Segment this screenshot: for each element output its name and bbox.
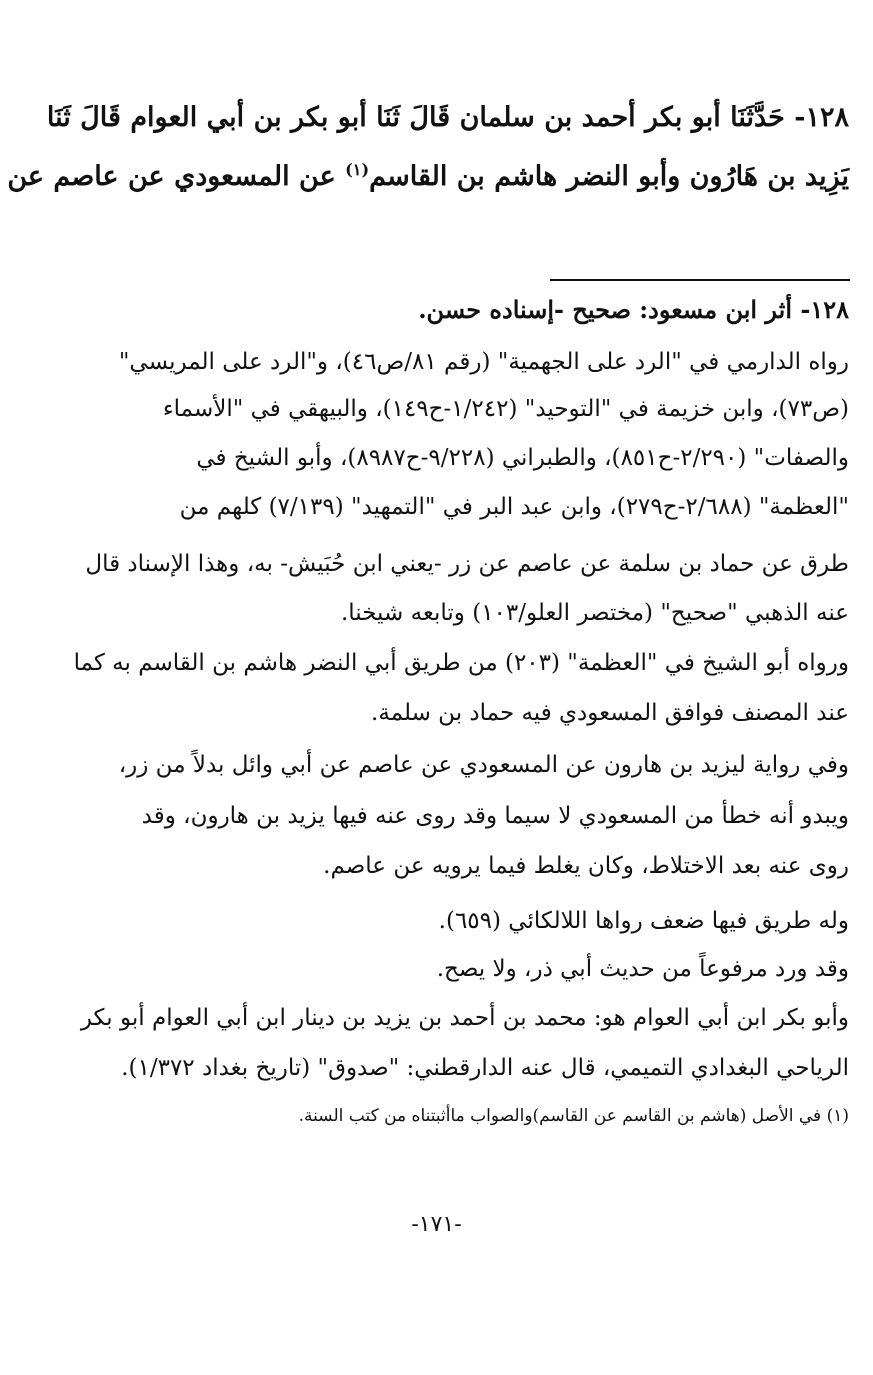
commentary-line: عند المصنف فوافق المسعودي فيه حماد بن سلمة.	[371, 700, 849, 726]
hadith-line-2	[7, 160, 849, 193]
footnote-text: (١) في الأصل (هاشم بن القاسم عن القاسم)والصواب ماأثبتناه من كتب السنة.	[298, 1106, 849, 1126]
page-number: -١٧١-	[411, 1212, 462, 1237]
commentary-line: "العظمة" (٢/٦٨٨-ح٢٧٩)، وابن عبد البر في "التمهيد" (٧/١٣٩) كلهم من	[179, 494, 849, 520]
commentary-line: عنه الذهبي "صحيح" (مختصر العلو/١٠٣) وتابعه شيخنا.	[340, 600, 849, 626]
commentary-line: رواه الدارمي في "الرد على الجهمية" (رقم ٨١/ص٤٦)، و"الرد على المريسي"	[118, 349, 849, 375]
hadith-line-2-part-2: عن المسعودي عن عاصم عن	[7, 161, 346, 192]
hadith-line-2-part-1: يَزِيد بن هَارُون وأبو النضر هاشم بن القاسم	[369, 161, 849, 192]
commentary-heading: ١٢٨- أثر ابن مسعود: صحيح -إسناده حسن.	[418, 295, 849, 324]
commentary-line: ويبدو أنه خطأ من المسعودي لا سيما وقد روى عنه فيها يزيد بن هارون، وقد	[141, 803, 849, 829]
commentary-line: (ص٧٣)، وابن خزيمة في "التوحيد" (١/٢٤٢-ح١٤٩)، والبيهقي في "الأسماء	[162, 396, 849, 422]
commentary-line: وأبو بكر ابن أبي العوام هو: محمد بن أحمد بن يزيد بن دينار ابن أبي العوام أبو بكر	[80, 1005, 849, 1031]
commentary-line: وله طريق فيها ضعف رواها اللالكائي (٦٥٩).	[438, 908, 849, 934]
commentary-line: طرق عن حماد بن سلمة عن عاصم عن زر -يعني ابن حُبَيش- به، وهذا الإسناد قال	[85, 551, 849, 577]
footnote-separator-rule	[550, 279, 850, 281]
hadith-line-1: ١٢٨- حَدَّثَنَا أبو بكر أحمد بن سلمان قَالَ ثَنَا أبو بكر بن أبي العوام قَالَ ثَنَا	[46, 102, 849, 133]
commentary-line: الرياحي البغدادي التميمي، قال عنه الدارقطني: "صدوق" (تاريخ بغداد ١/٣٧٢).	[121, 1055, 849, 1081]
commentary-line: وقد ورد مرفوعاً من حديث أبي ذر، ولا يصح.	[436, 956, 849, 982]
commentary-line: ورواه أبو الشيخ في "العظمة" (٢٠٣) من طريق أبي النضر هاشم بن القاسم به كما	[73, 650, 849, 676]
commentary-line: والصفات" (٢/٢٩٠-ح٨٥١)، والطبراني (٩/٢٢٨-ح٨٩٨٧)، وأبو الشيخ في	[196, 445, 849, 471]
footnote-marker: (١)	[345, 160, 370, 179]
commentary-line: روى عنه بعد الاختلاط، وكان يغلط فيما يرويه عن عاصم.	[323, 853, 849, 879]
commentary-line: وفي رواية ليزيد بن هارون عن المسعودي عن عاصم عن أبي وائل بدلاً من زر،	[118, 752, 849, 778]
